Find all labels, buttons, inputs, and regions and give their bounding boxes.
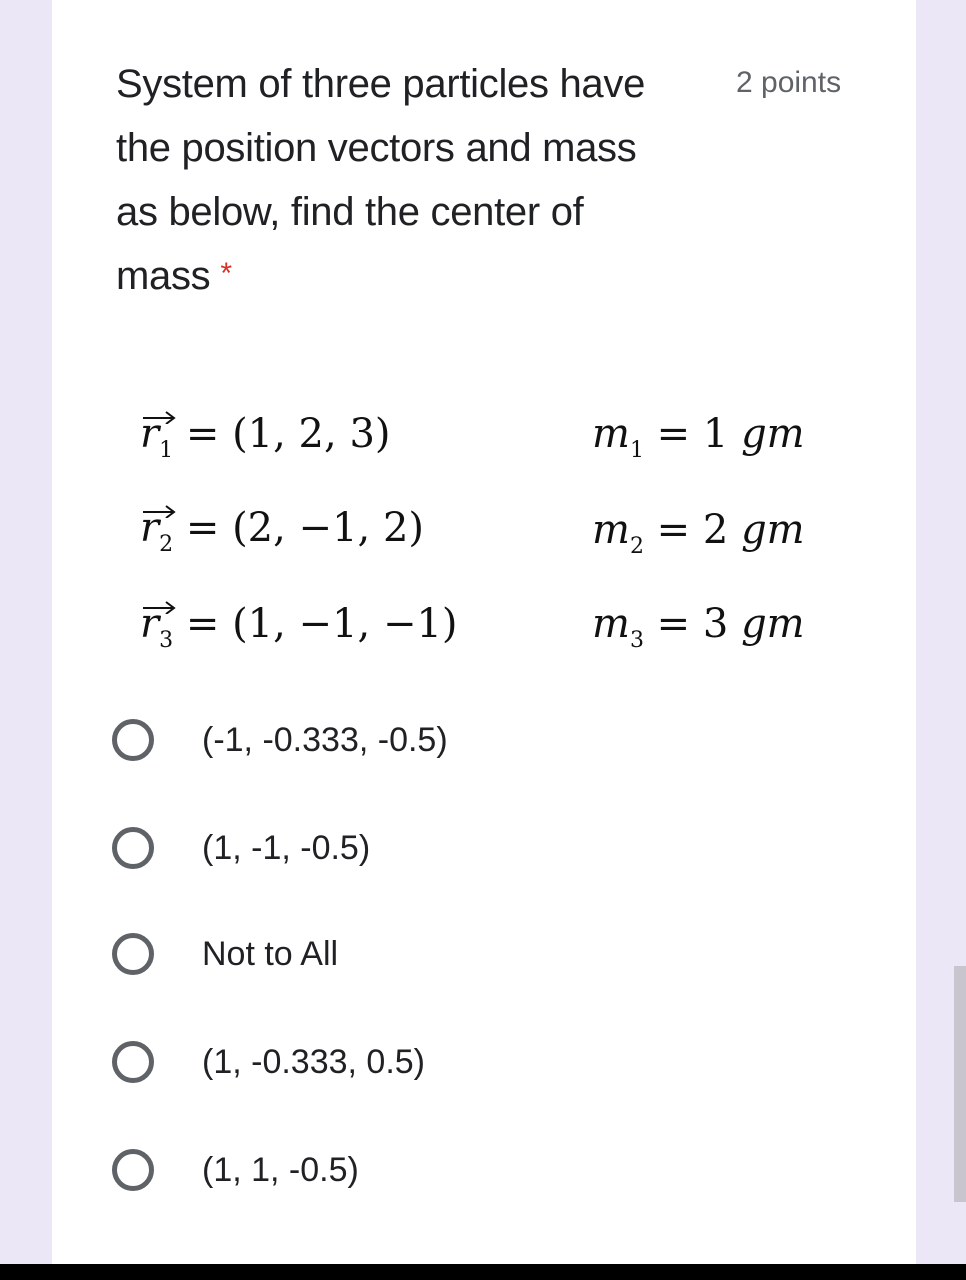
mass-unit: gm	[741, 601, 805, 647]
vector-subscript: 3	[159, 628, 174, 653]
vector-arrow-icon	[142, 600, 176, 614]
vector-letter: r	[140, 505, 160, 551]
vector-letter: r	[140, 411, 160, 457]
vector-equation-2	[140, 498, 424, 558]
vector-subscript: 2	[159, 532, 174, 557]
question-line	[116, 244, 716, 308]
vector-value: = (1, 2, 3)	[185, 411, 391, 457]
mass-value: = 3	[656, 601, 742, 647]
vector-subscript: 1	[159, 438, 174, 463]
option-label[interactable]: (1, 1, -0.5)	[202, 1150, 359, 1189]
vector-value: = (2, −1, 2)	[185, 505, 425, 551]
question-line: as below, find the center of	[116, 190, 584, 234]
option-4[interactable]	[112, 1022, 812, 1102]
mass-value: = 1	[656, 411, 742, 457]
option-label[interactable]: (-1, -0.333, -0.5)	[202, 720, 448, 759]
vector-arrow-icon	[142, 410, 176, 424]
bottom-bar	[0, 1264, 966, 1280]
mass-letter: m	[592, 507, 630, 553]
mass-unit: gm	[741, 507, 805, 553]
radio-button-icon[interactable]	[112, 933, 154, 975]
mass-symbol	[592, 594, 644, 661]
option-label[interactable]: (1, -0.333, 0.5)	[202, 1042, 426, 1081]
scrollbar[interactable]	[954, 966, 966, 1202]
mass-subscript: 1	[629, 438, 644, 463]
mass-symbol	[592, 404, 644, 471]
option-label[interactable]: (1, -1, -0.5)	[202, 828, 371, 867]
vector-symbol	[140, 404, 173, 471]
question-line: the position vectors and mass	[116, 126, 637, 170]
question-line-text: mass	[116, 254, 211, 298]
mass-equation-1	[592, 404, 805, 464]
points-label: 2 points	[736, 66, 842, 99]
vector-value: = (1, −1, −1)	[185, 601, 458, 647]
mass-equation-2	[592, 500, 805, 560]
mass-symbol	[592, 500, 644, 567]
option-1[interactable]	[112, 700, 812, 780]
radio-button-icon[interactable]	[112, 719, 154, 761]
mass-letter: m	[592, 411, 630, 457]
mass-letter: m	[592, 601, 630, 647]
option-label[interactable]: Not to All	[202, 934, 339, 973]
radio-button-icon[interactable]	[112, 827, 154, 869]
question-text	[116, 52, 716, 308]
mass-value: = 2	[656, 507, 742, 553]
required-asterisk: *	[220, 257, 232, 290]
mass-subscript: 2	[629, 534, 644, 559]
option-2[interactable]	[112, 808, 812, 888]
option-5[interactable]	[112, 1130, 812, 1210]
question-line: System of three particles have	[116, 62, 646, 106]
mass-equation-3	[592, 594, 805, 654]
mass-subscript: 3	[629, 628, 644, 653]
vector-letter: r	[140, 601, 160, 647]
radio-button-icon[interactable]	[112, 1149, 154, 1191]
vector-equation-1	[140, 404, 391, 464]
vector-symbol	[140, 498, 173, 565]
vector-symbol	[140, 594, 173, 661]
radio-button-icon[interactable]	[112, 1041, 154, 1083]
mass-unit: gm	[741, 411, 805, 457]
option-3[interactable]	[112, 914, 812, 994]
vector-equation-3	[140, 594, 458, 654]
vector-arrow-icon	[142, 504, 176, 518]
